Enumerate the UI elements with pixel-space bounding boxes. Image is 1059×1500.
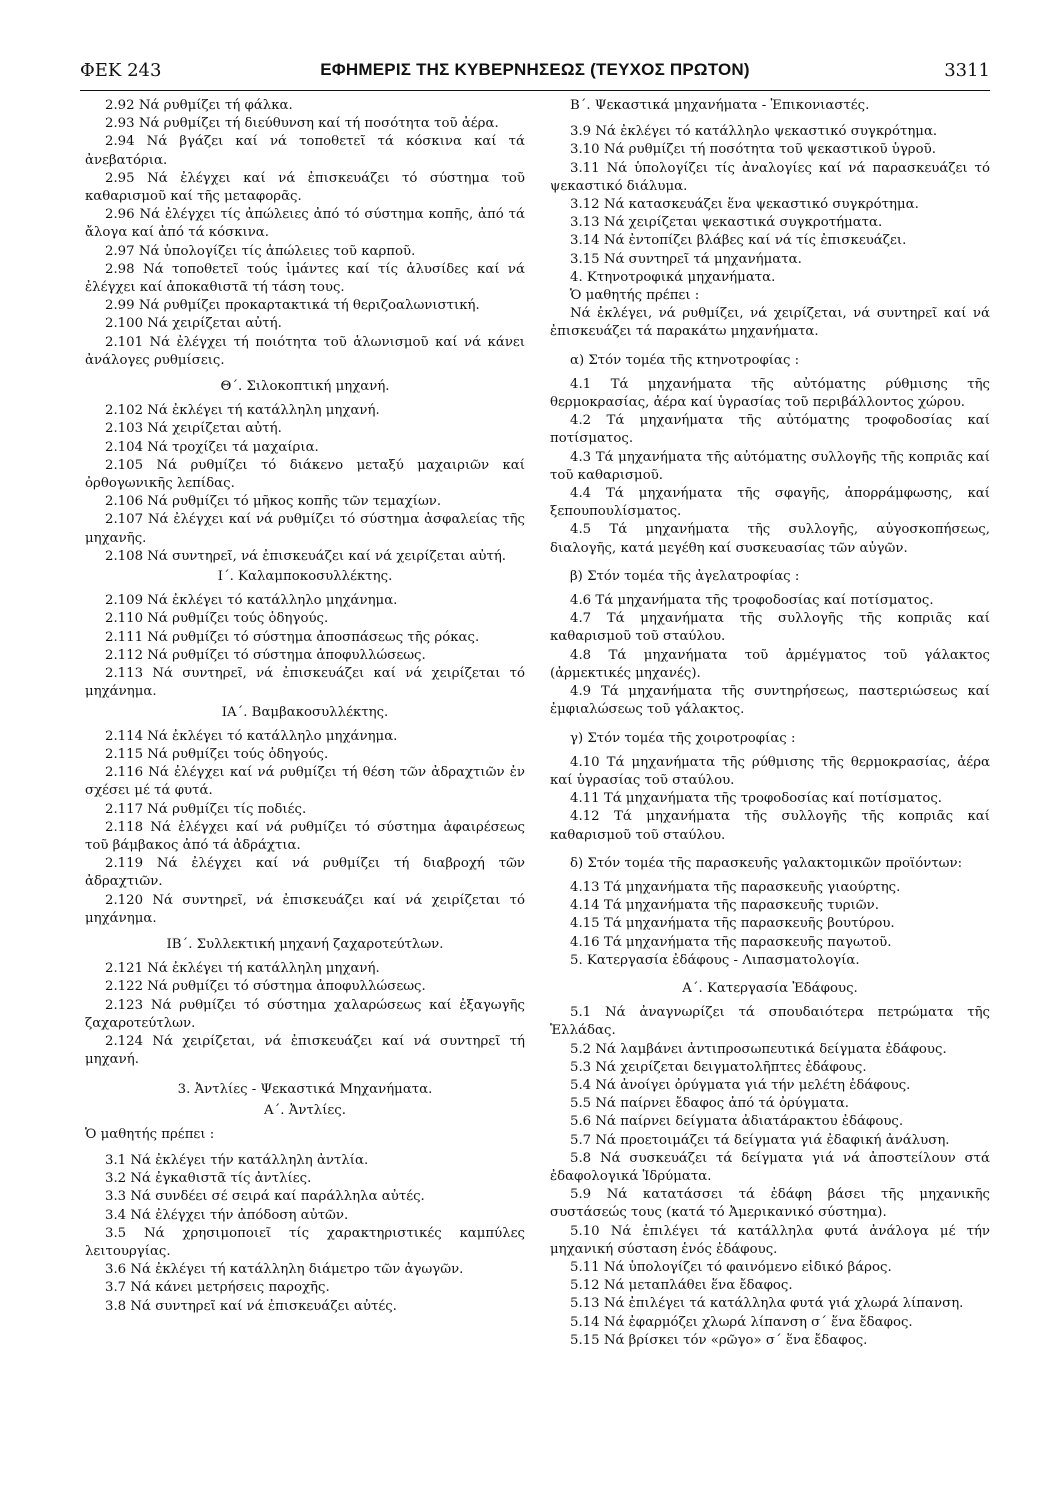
page-header: [80, 60, 990, 91]
item-3-13: 3.13 Νά χειρίζεται ψεκαστικά συγκροτήματα.: [570, 215, 883, 231]
item-2-97: 2.97 Νά ὑπολογίζει τίς ἀπώλειες τοῦ καρποῦ.: [105, 243, 416, 259]
item-3-2: 3.2 Νά ἐγκαθιστᾶ τίς ἀντλίες.: [105, 1171, 312, 1187]
item-4-1: 4.1 Τά μηχανήματα τῆς αὐτόματης ρύθμισης τῆς θερμοκρασίας, ἀέρα καί ὑγρασίας τοῦ περιβάλλοντος χώρου.: [550, 376, 990, 411]
item-2-122: 2.122 Νά ρυθμίζει τό σύστημα ἀποφυλλώσεως.: [105, 979, 426, 995]
item-2-92: 2.92 Νά ρυθμίζει τή φάλκα.: [105, 98, 293, 113]
item-3-5: 3.5 Νά χρησιμοποιεῖ τίς χαρακτηριστικές καμπύλες λειτουργίας.: [85, 1225, 525, 1259]
item-2-109: 2.109 Νά ἐκλέγει τό κατάλληλο μηχάνημα.: [105, 593, 398, 609]
livestock-intro: Νά ἐκλέγει, νά ρυθμίζει, νά χειρίζεται, νά συντηρεῖ καί νά ἐπισκευάζει τά παρακάτω μηχανήματα.: [550, 306, 990, 340]
item-4-14: 4.14 Τά μηχανήματα τῆς παρασκευῆς τυριῶν.: [570, 898, 879, 914]
item-3-6: 3.6 Νά ἐκλέγει τή κατάλληλη διάμετρο τῶν ἀγωγῶν.: [105, 1262, 464, 1278]
item-3-8: 3.8 Νά συντηρεῖ καί νά ἐπισκευάζει αὐτές.: [105, 1298, 397, 1314]
item-4-7: 4.7 Τά μηχανήματα τῆς συλλογῆς τῆς κοπριᾶς καί καθαρισμοῦ τοῦ σταύλου.: [550, 611, 990, 645]
item-2-124: 2.124 Νά χειρίζεται, νά ἐπισκευάζει καί νά συντηρεῖ τή μηχανή.: [85, 1033, 525, 1068]
item-3-1: 3.1 Νά ἐκλέγει τήν κατάλληλη ἀντλία.: [105, 1152, 369, 1168]
item-3-7: 3.7 Νά κάνει μετρήσεις παροχῆς.: [105, 1280, 330, 1296]
item-2-106: 2.106 Νά ρυθμίζει τό μῆκος κοπῆς τῶν τεμαχίων.: [105, 494, 442, 510]
item-4-12: 4.12 Τά μηχανήματα τῆς συλλογῆς τῆς κοπριᾶς καί καθαρισμοῦ τοῦ σταύλου.: [550, 809, 990, 843]
item-3-12: 3.12 Νά κατασκευάζει ἕνα ψεκαστικό συγκρότημα.: [570, 197, 919, 213]
item-4-16: 4.16 Τά μηχανήματα τῆς παρασκευῆς παγωτοῦ.: [570, 934, 892, 950]
item-4-11: 4.11 Τά μηχανήματα τῆς τροφοδοσίας καί ποτίσματος.: [570, 791, 943, 807]
item-2-96: 2.96 Νά ἐλέγχει τίς ἀπώλειες ἀπό τό σύστημα κοπῆς, ἀπό τά ἄλογα καί ἀπό τά κόσκινα.: [85, 207, 525, 241]
item-5-6: 5.6 Νά παίρνει δείγματα ἀδιατάρακτου ἐδάφους.: [570, 1114, 904, 1130]
item-2-98: 2.98 Νά τοποθετεῖ τούς ἱμάντες καί τίς ἁλυσίδες καί νά ἐλέγχει καί ἀποκαθιστᾶ τή τάση τους.: [85, 261, 525, 296]
subsection-poultry: α) Στόν τομέα τῆς κτηνοτροφίας :: [570, 352, 800, 368]
item-5-11: 5.11 Νά ὑπολογίζει τό φαινόμενο εἰδικό βάρος.: [570, 1259, 892, 1275]
page-number: 3311: [944, 60, 990, 81]
item-3-3: 3.3 Νά συνδέει σέ σειρά καί παράλληλα αὐτές.: [105, 1189, 425, 1205]
item-5-13: 5.13 Νά ἐπιλέγει τά κατάλληλα φυτά γιά χλωρά λίπανση.: [570, 1296, 964, 1312]
item-2-116: 2.116 Νά ἐλέγχει καί νά ρυθμίζει τή θέση τῶν ἀδραχτιῶν ἐν σχέσει μέ τά φυτά.: [85, 765, 525, 799]
item-5-2: 5.2 Νά λαμβάνει ἀντιπροσωπευτικά δείγματα ἐδάφους.: [570, 1041, 947, 1057]
item-2-107: 2.107 Νά ἐλέγχει καί νά ρυθμίζει τό σύστημα ἀσφαλείας τῆς μηχανῆς.: [85, 512, 525, 546]
item-4-13: 4.13 Τά μηχανήματα τῆς παρασκευῆς γιαούρτης.: [570, 879, 901, 895]
chapter-heading-pumps-sprayers: 3. Ἀντλίες - Ψεκαστικά Μηχανήματα.: [177, 1082, 433, 1098]
item-5-4: 5.4 Νά ἀνοίγει ὀρύγματα γιά τήν μελέτη ἐδάφους.: [570, 1077, 911, 1093]
item-3-11: 3.11 Νά ὑπολογίζει τίς ἀναλογίες καί νά παρασκευάζει τό ψεκαστικό διάλυμα.: [550, 160, 990, 194]
subsection-dairy-products: δ) Στόν τομέα τῆς παρασκευῆς γαλακτομικῶν προϊόντων:: [570, 855, 963, 871]
item-5-14: 5.14 Νά ἐφαρμόζει χλωρά λίπανση σ΄ ἕνα ἔδαφος.: [570, 1314, 913, 1330]
item-2-93: 2.93 Νά ρυθμίζει τή διεύθυνση καί τή ποσότητα τοῦ ἀέρα.: [105, 116, 499, 132]
item-5-9: 5.9 Νά κατατάσσει τά ἐδάφη βάσει τῆς μηχανικῆς συστάσεώς τους (κατά τό Ἀμερικανικό σύστημα).: [550, 1187, 990, 1221]
item-2-99: 2.99 Νά ρυθμίζει προκαρτακτικά τή θεριζοαλωνιστική.: [105, 298, 480, 314]
item-2-102: 2.102 Νά ἐκλέγει τή κατάλληλη μηχανή.: [105, 403, 380, 419]
student-must-label-2: Ὁ μαθητής πρέπει :: [570, 288, 700, 304]
item-5-15: 5.15 Νά βρίσκει τόν «ρῶγο» σ΄ ἕνα ἔδαφος.: [570, 1332, 868, 1348]
item-2-103: 2.103 Νά χειρίζεται αὐτή.: [105, 421, 282, 437]
left-column: [85, 97, 525, 1316]
item-5-3: 5.3 Νά χειρίζεται δειγματολῆπτες ἐδάφους.: [570, 1059, 867, 1075]
section-heading-pumps: Α΄. Ἀντλίες.: [264, 1102, 346, 1118]
student-must-label: Ὁ μαθητής πρέπει :: [85, 1126, 215, 1142]
item-2-118: 2.118 Νά ἐλέγχει καί νά ρυθμίζει τό σύστημα ἀφαιρέσεως τοῦ βάμβακος ἀπό τά ἀδράχτια.: [85, 819, 525, 853]
item-4-3: 4.3 Τά μηχανήματα τῆς αὐτόματης συλλογῆς τῆς κοπριᾶς καί τοῦ καθαρισμοῦ.: [550, 449, 990, 483]
item-5-1: 5.1 Νά ἀναγνωρίζει τά σπουδαιότερα πετρώματα τῆς Ἑλλάδας.: [550, 1005, 990, 1039]
chapter-heading-soil-fertilizers: 5. Κατεργασία ἐδάφους - Λιπασματολογία.: [570, 952, 860, 968]
item-2-119: 2.119 Νά ἐλέγχει καί νά ρυθμίζει τή διαβροχή τῶν ἀδραχτιῶν.: [85, 856, 525, 890]
item-5-5: 5.5 Νά παίρνει ἔδαφος ἀπό τά ὀρύγματα.: [570, 1096, 850, 1112]
item-2-110: 2.110 Νά ρυθμίζει τούς ὁδηγούς.: [105, 611, 329, 627]
chapter-heading-livestock-machines: 4. Κτηνοτροφικά μηχανήματα.: [570, 269, 776, 285]
section-heading-soil-tillage: Α΄. Κατεργασία Ἐδάφους.: [682, 980, 858, 996]
item-3-10: 3.10 Νά ρυθμίζει τή ποσότητα τοῦ ψεκαστικοῦ ὑγροῦ.: [570, 142, 936, 158]
item-2-100: 2.100 Νά χειρίζεται αὐτή.: [105, 316, 282, 332]
item-3-4: 3.4 Νά ἐλέγχει τήν ἀπόδοση αὐτῶν.: [105, 1207, 349, 1223]
item-5-7: 5.7 Νά προετοιμάζει τά δείγματα γιά ἐδαφική ἀνάλυση.: [570, 1132, 950, 1148]
item-2-108: 2.108 Νά συντηρεῖ, νά ἐπισκευάζει καί νά χειρίζεται αὐτή.: [105, 548, 507, 564]
section-heading-sugarbeet-harvester: ΙΒ΄. Συλλεκτική μηχανή ζαχαροτεύτλων.: [166, 936, 444, 952]
item-2-105: 2.105 Νά ρυθμίζει τό διάκενο μεταξύ μαχαιριῶν καί ὀρθογωνικῆς λεπίδας.: [85, 457, 525, 492]
gazette-issue-number: ΦΕΚ 243: [80, 60, 162, 81]
item-2-120: 2.120 Νά συντηρεῖ, νά ἐπισκευάζει καί νά χειρίζεται τό μηχάνημα.: [85, 892, 525, 926]
item-4-4: 4.4 Τά μηχανήματα τῆς σφαγῆς, ἀπορράμφωσης, καί ξεπουπουλίσματος.: [550, 486, 990, 520]
item-2-101: 2.101 Νά ἐλέγχει τή ποιότητα τοῦ ἁλωνισμοῦ καί νά κάνει ἀνάλογες ρυθμίσεις.: [85, 334, 525, 368]
item-2-104: 2.104 Νά τροχίζει τά μαχαίρια.: [105, 439, 319, 455]
item-2-94: 2.94 Νά βγάζει καί νά τοποθετεῖ τά κόσκινα καί τά ἀνεβατόρια.: [85, 134, 525, 168]
item-2-113: 2.113 Νά συντηρεῖ, νά ἐπισκευάζει καί νά χειρίζεται τό μηχάνημα.: [85, 666, 525, 700]
item-2-117: 2.117 Νά ρυθμίζει τίς ποδιές.: [105, 801, 307, 817]
item-2-114: 2.114 Νά ἐκλέγει τό κατάλληλο μηχάνημα.: [105, 728, 398, 744]
item-4-2: 4.2 Τά μηχανήματα τῆς αὐτόματης τροφοδοσίας καί ποτίσματος.: [550, 413, 990, 447]
item-2-112: 2.112 Νά ρυθμίζει τό σύστημα ἀποφυλλώσεως.: [105, 647, 426, 663]
item-5-8: 5.8 Νά συσκευάζει τά δείγματα γιά νά ἀποστείλουν στά ἐδαφολογικά Ἱδρύματα.: [550, 1150, 990, 1184]
item-4-8: 4.8 Τά μηχανήματα τοῦ ἀρμέγματος τοῦ γάλακτος (ἀρμεκτικές μηχανές).: [550, 647, 990, 681]
item-2-121: 2.121 Νά ἐκλέγει τή κατάλληλη μηχανή.: [105, 961, 380, 977]
item-4-10: 4.10 Τά μηχανήματα τῆς ρύθμισης τῆς θερμοκρασίας, ἀέρα καί ὑγρασίας τοῦ σταύλου.: [550, 754, 990, 788]
section-heading-cotton-picker: ΙΑ΄. Βαμβακοσυλλέκτης.: [221, 704, 389, 720]
right-column: [550, 97, 990, 1350]
item-3-14: 3.14 Νά ἐντοπίζει βλάβες καί νά τίς ἐπισκευάζει.: [570, 233, 907, 249]
section-heading-sprayers: Β΄. Ψεκαστικά μηχανήματα - Ἐπικονιαστές.: [570, 98, 870, 113]
item-4-5: 4.5 Τά μηχανήματα τῆς συλλογῆς, αὐγοσκοπήσεως, διαλογῆς, κατά μεγέθη καί συσκευασίας τῶν αὐγῶν.: [550, 522, 990, 556]
item-3-9: 3.9 Νά ἐκλέγει τό κατάλληλο ψεκαστικό συγκρότημα.: [570, 124, 938, 140]
item-5-10: 5.10 Νά ἐπιλέγει τά κατάλληλα φυτά ἀνάλογα μέ τήν μηχανική σύσταση ἑνός ἐδάφους.: [550, 1223, 990, 1257]
item-2-115: 2.115 Νά ρυθμίζει τούς ὁδηγούς.: [105, 746, 329, 762]
item-4-15: 4.15 Τά μηχανήματα τῆς παρασκευῆς βουτύρου.: [570, 916, 895, 932]
item-5-12: 5.12 Νά μεταπλάθει ἕνα ἔδαφος.: [570, 1278, 793, 1294]
item-2-95: 2.95 Νά ἐλέγχει καί νά ἐπισκευάζει τό σύστημα τοῦ καθαρισμοῦ καί τῆς μεταφορᾶς.: [85, 170, 525, 205]
item-2-111: 2.111 Νά ρυθμίζει τό σύστημα ἀποσπάσεως τῆς ρόκας.: [105, 629, 480, 645]
item-4-6: 4.6 Τά μηχανήματα τῆς τροφοδοσίας καί ποτίσματος.: [570, 593, 934, 609]
gazette-title: ΕΦΗΜΕΡΙΣ ΤΗΣ ΚΥΒΕΡΝΗΣΕΩΣ (ΤΕΥΧΟΣ ΠΡΩΤΟΝ): [320, 60, 750, 79]
section-heading-corn-harvester: Ι΄. Καλαμποκοσυλλέκτης.: [217, 569, 393, 585]
section-heading-silage-cutter: Θ΄. Σιλοκοπτική μηχανή.: [220, 379, 390, 395]
item-3-15: 3.15 Νά συντηρεῖ τά μηχανήματα.: [570, 251, 802, 267]
subsection-cattle: β) Στόν τομέα τῆς ἀγελατροφίας :: [570, 568, 800, 584]
subsection-pig-farming: γ) Στόν τομέα τῆς χοιροτροφίας :: [570, 730, 796, 746]
item-4-9: 4.9 Τά μηχανήματα τῆς συντηρήσεως, παστεριώσεως καί ἐμφιαλώσεως τοῦ γάλακτος.: [550, 684, 990, 718]
item-2-123: 2.123 Νά ρυθμίζει τό σύστημα χαλαρώσεως καί ἐξαγωγῆς ζαχαροτεύτλων.: [85, 997, 525, 1031]
